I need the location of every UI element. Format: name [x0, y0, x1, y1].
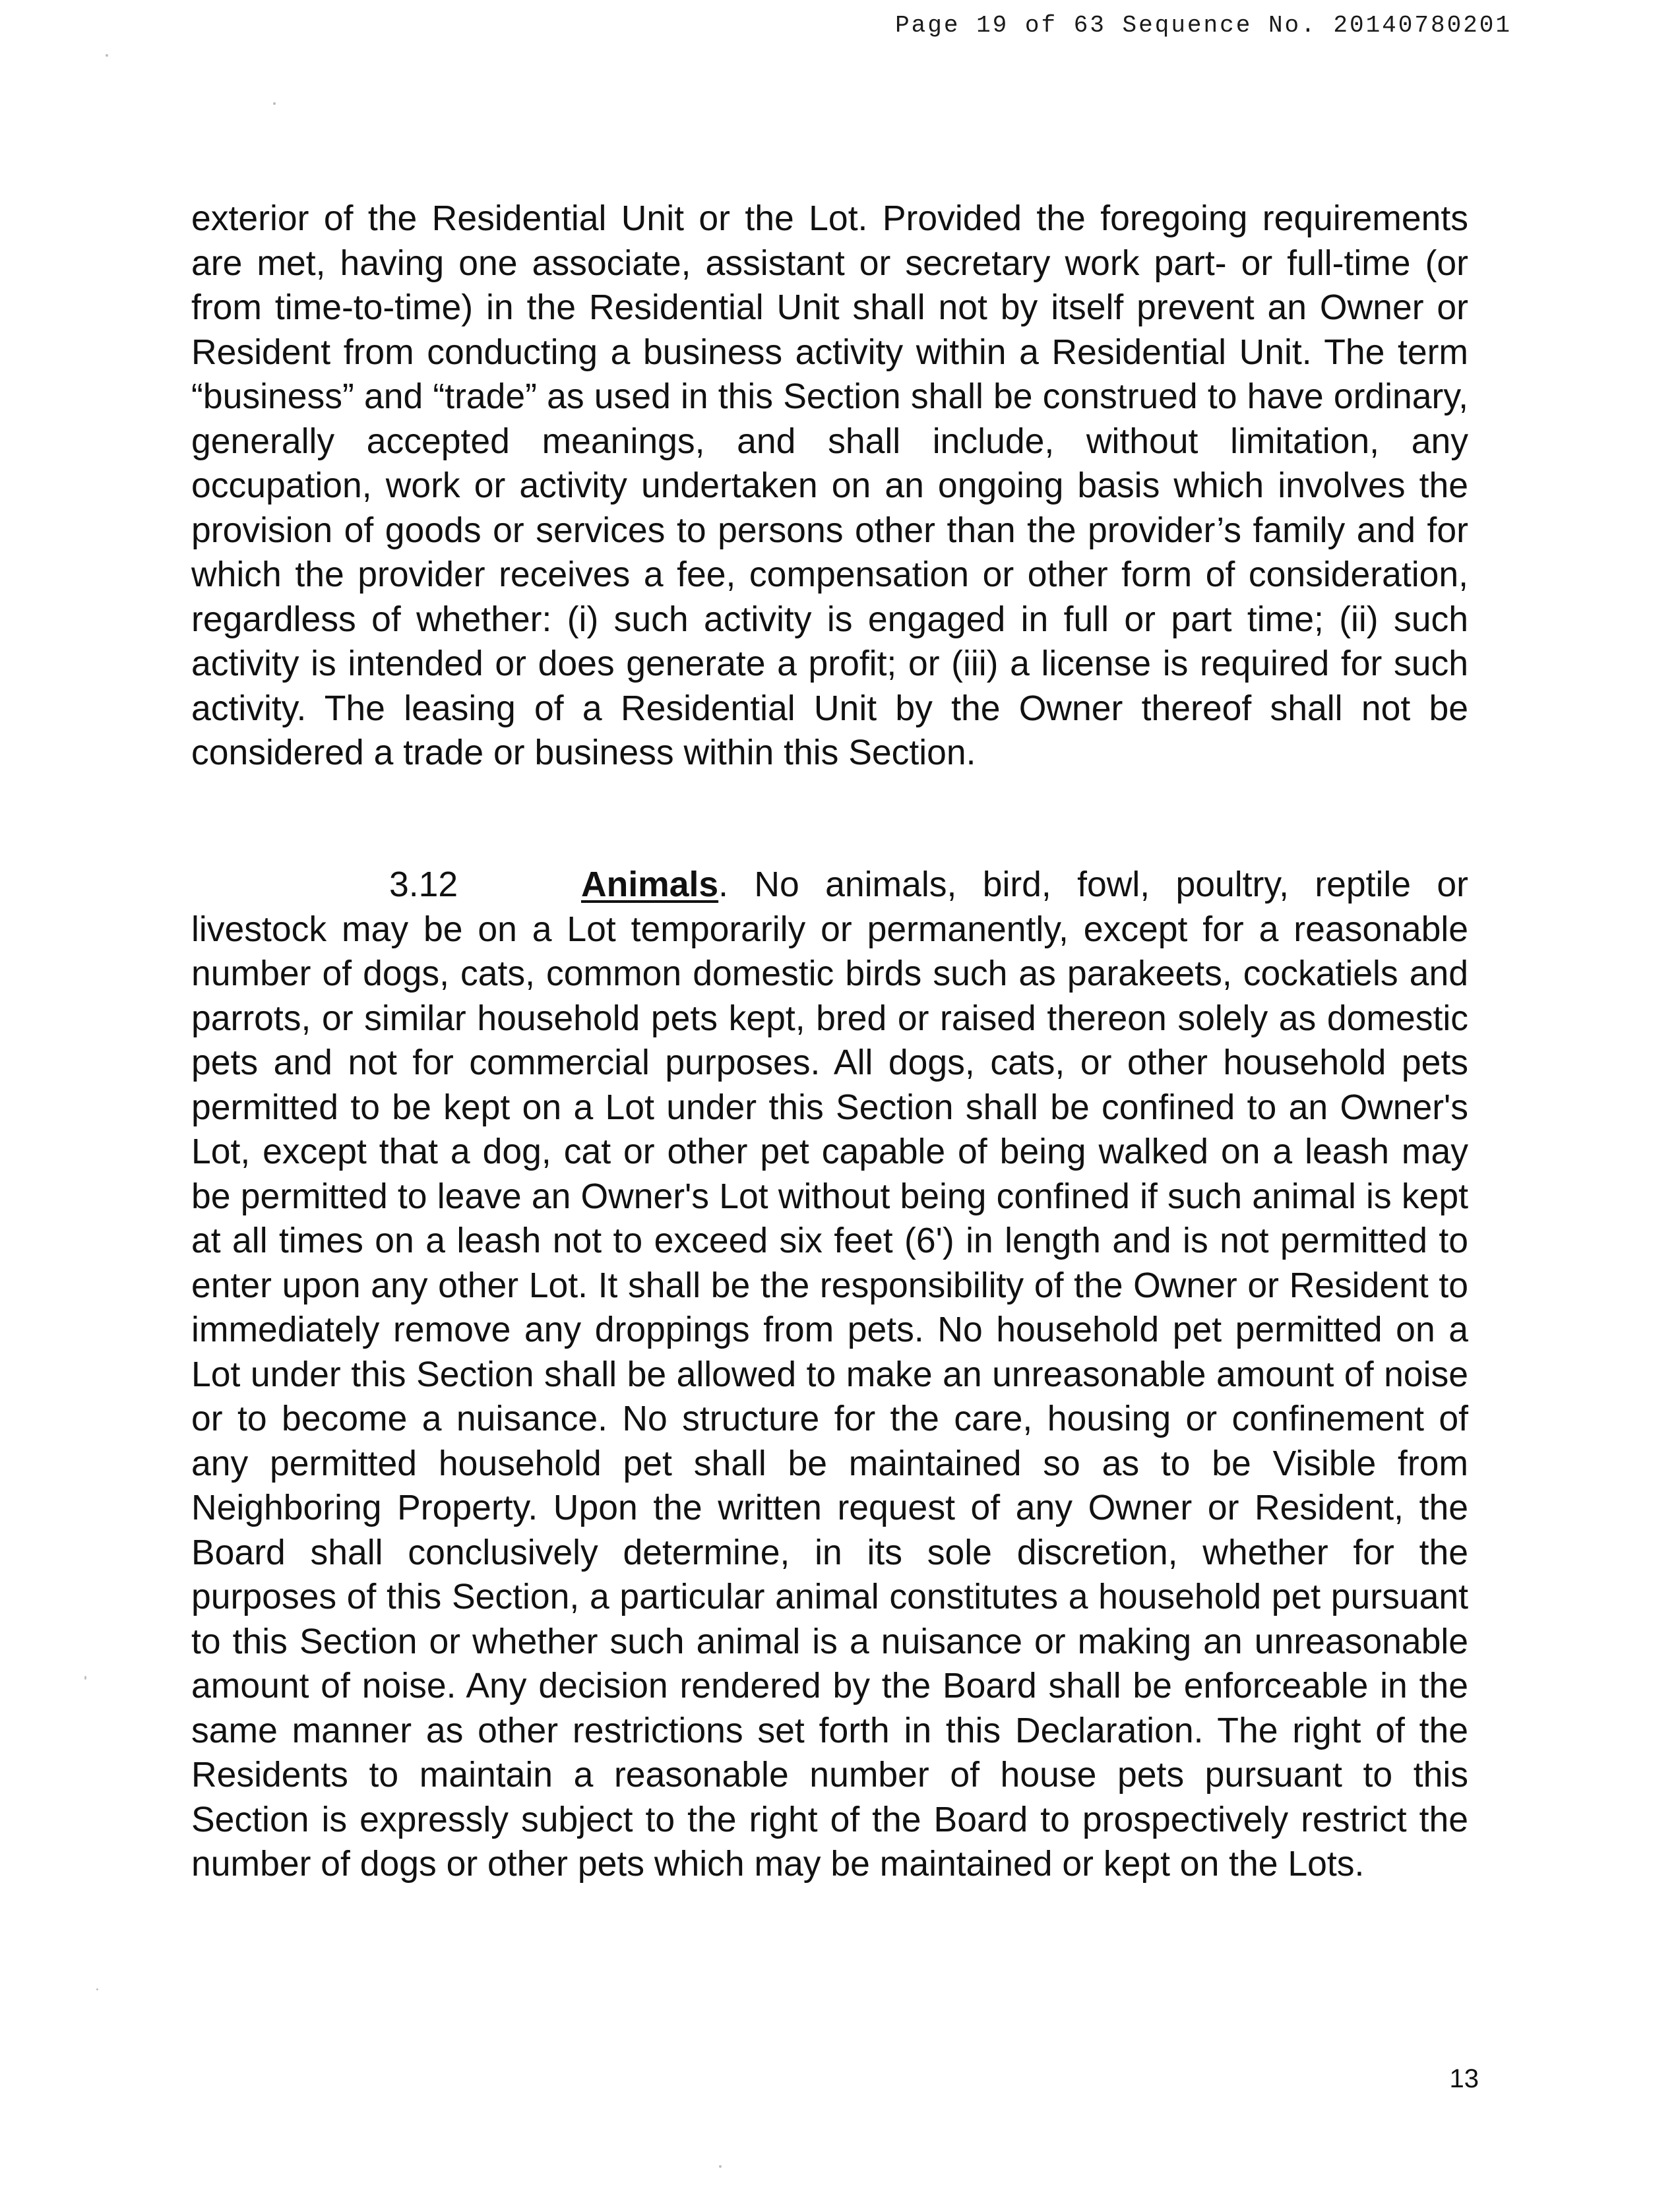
section-number: 3.12	[389, 865, 458, 904]
section-text: No animals, bird, fowl, poultry, reptile or livestock may be on a Lot temporarily or permanently, except for a reasonable number of dogs, cats, common domestic birds such as parakeets, cockatiels and parrots, or similar household pets kept, bred or raised thereon solely as domestic pets and not for commercial purposes. All dogs, cats, or other household pets permitted to be kept on a Lot under this Section shall be confined to an Owner's Lot, except that a dog, cat or other pet capable of being walked on a leash may be permitted to leave an Owner's Lot without being confined if such animal is kept at all times on a leash not to exceed six feet (6') in length and is not permitted to enter upon any other Lot. It shall be the responsibility of the Owner or Resident to immediately remove any droppings from pets. No household pet permitted on a Lot under this Section shall be allowed to make an unreasonable amount of noise or to become a nuisance. No structure for the care, housing or confinement of any permitted household pet shall be maintained so as to be Visible from Neighboring Property. Upon the written request of any Owner or Resident, the Board shall conclusively determine, in its sole discretion, whether for the purposes of this Section, a particular animal constitutes a household pet pursuant to this Section or whether such animal is a nuisance or making an unreasonable amount of noise. Any decision rendered by the Board shall be enforceable in the same manner as other restrictions set forth in this Declaration. The right of the Residents to maintain a reasonable number of house pets pursuant to this Section is expressly subject to the right of the Board to prospectively restrict the number of dogs or other pets which may be maintained or kept on the Lots.	[191, 865, 1468, 1884]
scan-speck	[273, 102, 276, 105]
section-title: Animals	[581, 865, 719, 904]
section-3-12-animals	[191, 863, 1468, 1887]
section-title-punct: .	[718, 865, 728, 904]
scan-speck	[84, 1676, 86, 1680]
scan-speck	[719, 2165, 722, 2168]
scan-speck	[106, 54, 108, 57]
scan-speck	[96, 1988, 98, 1990]
paragraph-business-activity: exterior of the Residential Unit or the Lot. Provided the foregoing requirements are met, having one associate, assistant or secretary work part- or full-time (or from time-to-time) in the Residential Unit shall not by itself prevent an Owner or Resident from conducting a business activity within a Residential Unit. The term “business” and “trade” as used in this Section shall be construed to have ordinary, generally accepted meanings, and shall include, without limitation, any occupation, work or activity undertaken on an ongoing basis which involves the provision of goods or services to persons other than the provider’s family and for which the provider receives a fee, compensation or other form of consideration, regardless of whether: (i) such activity is engaged in full or part time; (ii) such activity is intended or does generate a profit; or (iii) a license is required for such activity. The leasing of a Residential Unit by the Owner thereof shall not be considered a trade or business within this Section.	[191, 199, 1468, 772]
sequence-header: Page 19 of 63 Sequence No. 20140780201	[895, 12, 1512, 39]
page-number: 13	[1449, 2064, 1479, 2093]
